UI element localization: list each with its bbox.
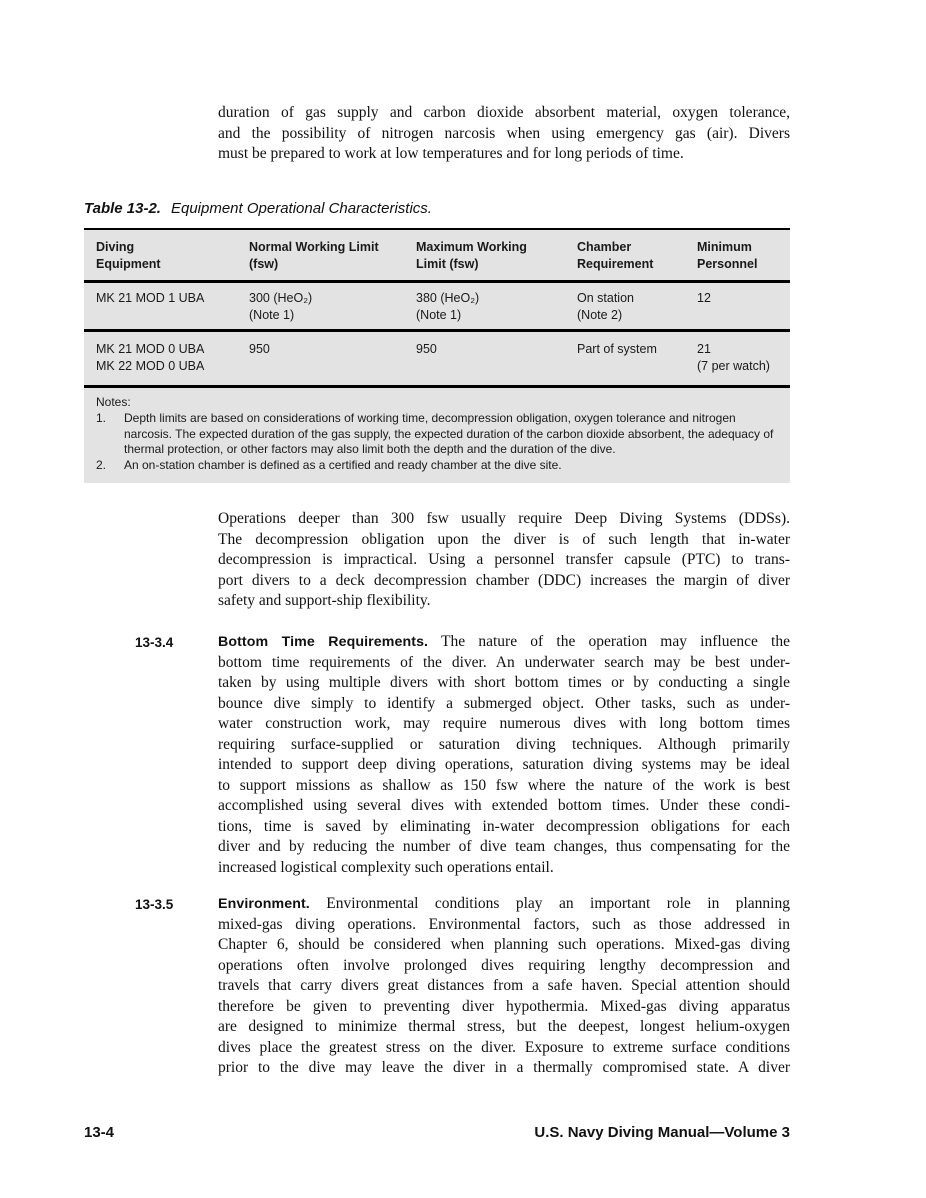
cell-maximum-limit (416, 290, 577, 323)
text-line: Normal Working Limit (249, 240, 379, 254)
cell-personnel (697, 290, 790, 323)
cell-equipment (96, 290, 249, 323)
text-line: Part of system (577, 342, 657, 356)
text-line: 950 (416, 342, 437, 356)
text-line: taken by using multiple divers with short bottom times or by conducting a single (218, 674, 790, 691)
text-line: dives place the greatest stress on the diver. Exposure to extreme surface conditions (218, 1038, 790, 1056)
text-line: Chamber (577, 240, 632, 254)
text-line: and the possibility of nitrogen narcosis when using emergency gas (air). Divers (218, 124, 790, 142)
text-line: to support missions as shallow as 150 fsw where the nature of the work is best (218, 776, 790, 794)
text-line: MK 22 MOD 0 UBA (96, 358, 205, 373)
section-body (218, 632, 790, 878)
text-line: Operations deeper than 300 fsw usually require Deep Diving Systems (DDSs). (218, 510, 790, 527)
note-text: Depth limits are based on considerations of working time, decompression obligation, oxygen tolerance and nitrogen narcosis. The expected duration of the gas supply, the expected duration of the carbon dioxide absorbent, the adequacy of thermal protection, or other factors may also limit both the depth and the duration of the dive. (124, 411, 774, 456)
text-line: mixed-gas diving operations. Environmental factors, such as those addressed in (218, 915, 790, 933)
column-header-chamber-requirement (577, 239, 697, 273)
text-line: 12 (697, 291, 711, 305)
note-item (96, 411, 776, 458)
column-header-diving-equipment (96, 239, 249, 273)
text-line: Equipment (96, 257, 161, 271)
table-header-row (84, 230, 790, 280)
text-line: The decompression obligation upon the diver is of such length that in-water (218, 530, 790, 548)
cell-normal-limit (249, 290, 416, 323)
text-line: therefore be given to preventing diver hypothermia. Mixed-gas diving apparatus (218, 997, 790, 1015)
column-header-maximum-working-limit (416, 239, 577, 273)
cell-chamber (577, 341, 697, 374)
cell-chamber (577, 290, 697, 323)
text-line: 950 (249, 342, 270, 356)
paragraph-heading: Bottom Time Requirements. (218, 634, 429, 650)
table-notes (84, 388, 790, 483)
text-line: travels that carry divers great distances from a safe haven. Special attention should (218, 977, 790, 994)
text-line: (fsw) (249, 257, 279, 271)
table-caption-title: Equipment Operational Characteristics. (170, 200, 432, 217)
text-line: accomplished using several dives with extended bottom times. Under these condi- (218, 797, 790, 814)
text-line: MK 21 MOD 0 UBA (96, 342, 205, 356)
paragraph-heading: Environment. (218, 896, 310, 912)
footer-page-number: 13-4 (84, 1124, 115, 1141)
text-line: must be prepared to work at low temperatures and for long periods of time. (218, 145, 684, 162)
text-line: (7 per watch) (697, 358, 770, 373)
intro-paragraph (218, 103, 790, 165)
text-line: intended to support deep diving operations, saturation diving systems may be ideal (218, 756, 790, 773)
text-line: Limit (fsw) (416, 257, 479, 271)
section-13-3-4 (84, 632, 790, 878)
text-line: tions, time is saved by eliminating in-water decompression obligations for each (218, 817, 790, 835)
text-line: 21 (697, 342, 711, 356)
column-header-normal-working-limit (249, 239, 416, 273)
text-line: bottom time requirements of the diver. An underwater search may be best under- (218, 653, 790, 671)
text-line: Bottom Time Requirements. The nature of the operation may influence the (218, 633, 790, 650)
text-line: (Note 1) (249, 307, 295, 322)
paragraph-number: 13-3.5 (135, 897, 174, 912)
table-caption-label: Table 13-2. (84, 200, 161, 217)
text-line: duration of gas supply and carbon dioxide absorbent material, oxygen tolerance, (218, 104, 790, 121)
text-line: (Note 1) (416, 307, 462, 322)
text-line: 380 (HeO₂) (416, 291, 480, 305)
cell-equipment (96, 341, 249, 374)
equipment-operational-characteristics-table (84, 228, 790, 483)
text-line: MK 21 MOD 1 UBA (96, 291, 205, 305)
text-line: Chapter 6, should be considered when planning such operations. Mixed-gas diving (218, 936, 790, 953)
column-header-minimum-personnel (697, 239, 790, 273)
text-line: Environment. Environmental conditions play an important role in planning (218, 895, 790, 912)
cell-normal-limit (249, 341, 416, 374)
cell-personnel (697, 341, 790, 374)
note-item (96, 458, 776, 474)
text-line: increased logistical complexity such operations entail. (218, 858, 554, 876)
table-row (84, 332, 790, 385)
note-text: An on-station chamber is defined as a certified and ready chamber at the dive site. (124, 457, 562, 472)
text-line: water construction work, may require numerous dives with long bottom times (218, 715, 790, 732)
page-footer (84, 1124, 790, 1141)
text-line: (Note 2) (577, 307, 623, 322)
section-body (218, 894, 790, 1079)
text-line: Personnel (697, 257, 758, 271)
note-number: 1. (96, 411, 107, 425)
footer-manual-title: U.S. Navy Diving Manual—Volume 3 (534, 1124, 790, 1141)
text-line: port divers to a deck decompression chamber (DDC) increases the margin of diver (218, 571, 790, 589)
text-line: operations often involve prolonged dives requiring lengthy decompression and (218, 956, 790, 974)
notes-label: Notes: (96, 395, 131, 409)
paragraph-number: 13-3.4 (135, 635, 174, 650)
text-line: On station (577, 291, 634, 305)
text-line: requiring surface-supplied or saturation diving techniques. Although primarily (218, 735, 790, 753)
text-line: Diving (96, 240, 135, 254)
section-13-3-5 (84, 894, 790, 1079)
table-caption (84, 200, 790, 217)
text-line: decompression is impractical. Using a personnel transfer capsule (PTC) to trans- (218, 551, 790, 568)
cell-maximum-limit (416, 341, 577, 374)
operations-paragraph (218, 509, 790, 612)
text-line: bounce dive simply to identify a submerged object. Other tasks, such as under- (218, 694, 790, 712)
text-line: Maximum Working (416, 240, 527, 254)
text-line: Minimum (697, 240, 752, 254)
text-line: are designed to minimize thermal stress, but the deepest, longest helium-oxygen (218, 1018, 790, 1035)
note-number: 2. (96, 457, 107, 472)
text-line: diver and by reducing the number of dive team changes, thus compensating for the (218, 838, 790, 855)
text-line: Requirement (577, 257, 654, 271)
text-line: 300 (HeO₂) (249, 291, 313, 305)
table-row (84, 283, 790, 329)
text-line: safety and support-ship flexibility. (218, 592, 431, 609)
text-line: prior to the dive may leave the diver in a thermally compromised state. A diver (218, 1059, 790, 1076)
